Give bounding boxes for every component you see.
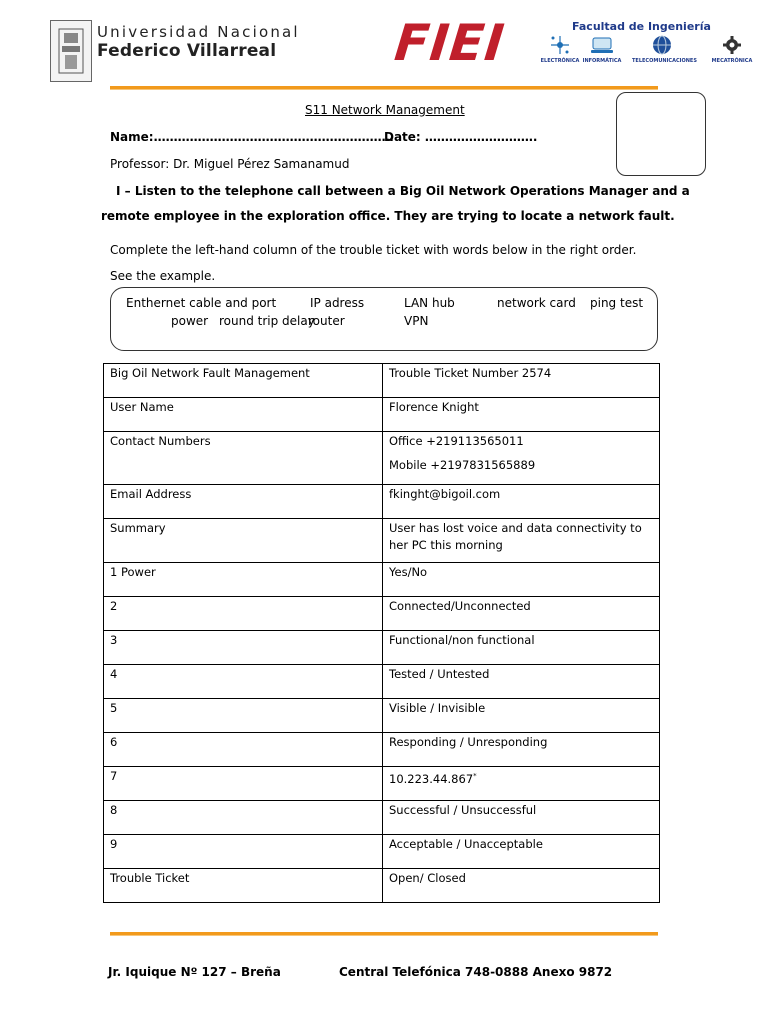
table-cell: 8 (104, 801, 383, 835)
table-row (104, 733, 660, 767)
footer-address: Jr. Iquique Nº 127 – Breña (108, 965, 281, 979)
word-bank-item: router (308, 314, 345, 328)
table-cell: Trouble Ticket Number 2574 (383, 364, 660, 398)
ip-address-cell (383, 767, 660, 801)
table-cell: Visible / Invisible (383, 699, 660, 733)
gear-icon (721, 34, 743, 56)
table-cell: User Name (104, 398, 383, 432)
photo-box (616, 92, 706, 176)
university-crest-logo (50, 20, 92, 82)
table-cell: Florence Knight (383, 398, 660, 432)
table-row (104, 398, 660, 432)
table-cell: 5 (104, 699, 383, 733)
dept-label-electronics: ELECTRÓNICA (540, 58, 580, 64)
table-row (104, 364, 660, 398)
instruction-2-line1: Complete the left-hand column of the trouble ticket with words below in the right order. (110, 243, 637, 257)
table-row (104, 835, 660, 869)
ip-address-value: 10.223.44.867 (389, 771, 474, 786)
instruction-1-line2: remote employee in the exploration office. They are trying to locate a network fault. (101, 209, 675, 223)
informatics-dept (572, 34, 632, 64)
footer-divider (110, 932, 658, 936)
table-cell: 9 (104, 835, 383, 869)
table-row (104, 631, 660, 665)
table-cell: 2 (104, 597, 383, 631)
table-cell: Email Address (104, 485, 383, 519)
word-bank-item: Enthernet cable and port (126, 296, 277, 310)
laptop-icon (589, 34, 615, 56)
mobile-number: Mobile +2197831565889 (389, 458, 536, 472)
word-bank-item: LAN hub (404, 296, 455, 310)
asterisk-mark: * (473, 772, 477, 780)
table-cell: User has lost voice and data connectivity to her PC this morning (383, 519, 660, 563)
table-cell: Open/ Closed (383, 869, 660, 903)
page-title: S11 Network Management (305, 103, 465, 117)
table-cell: Contact Numbers (104, 432, 383, 485)
table-row (104, 519, 660, 563)
table-cell: fkinght@bigoil.com (383, 485, 660, 519)
table-row (104, 432, 660, 485)
table-cell: Summary (104, 519, 383, 563)
dept-label-informatics: INFORMÁTICA (582, 58, 622, 64)
faculty-name: Facultad de Ingeniería (572, 20, 711, 33)
table-row (104, 699, 660, 733)
globe-icon (651, 34, 673, 56)
table-cell: 7 (104, 767, 383, 801)
table-row (104, 485, 660, 519)
table-row (104, 767, 660, 801)
dept-label-mechatronics: MECATRÓNICA (711, 58, 753, 64)
table-cell: Connected/Unconnected (383, 597, 660, 631)
professor-line: Professor: Dr. Miguel Pérez Samanamud (110, 157, 350, 171)
table-cell: 4 (104, 665, 383, 699)
table-cell: 3 (104, 631, 383, 665)
footer-phone: Central Telefónica 748-0888 Anexo 9872 (339, 965, 613, 979)
word-bank-item: IP adress (310, 296, 365, 310)
table-cell: Yes/No (383, 563, 660, 597)
table-cell: Acceptable / Unacceptable (383, 835, 660, 869)
university-name-line2: Federico Villarreal (97, 41, 277, 61)
university-name-line1: Universidad Nacional (97, 23, 300, 41)
telecom-dept (632, 34, 697, 64)
word-bank-item: ping test (590, 296, 644, 310)
table-cell: Responding / Unresponding (383, 733, 660, 767)
word-bank-item: VPN (404, 314, 429, 328)
table-row (104, 869, 660, 903)
office-number: Office +219113565011 (389, 434, 524, 448)
university-name (97, 24, 300, 61)
mechatronics-dept (702, 34, 762, 64)
word-bank-item: network card (497, 296, 576, 310)
fiei-logo: FIEI (391, 14, 508, 72)
dept-label-telecom: TELECOMUNICACIONES (632, 58, 697, 64)
instruction-2-line2: See the example. (110, 269, 216, 283)
table-row (104, 597, 660, 631)
word-bank-item: power (171, 314, 209, 328)
table-cell: Functional/non functional (383, 631, 660, 665)
table-cell: Successful / Unsuccessful (383, 801, 660, 835)
trouble-ticket-table (103, 363, 660, 903)
word-bank-item: round trip delay (219, 314, 315, 328)
word-bank-box (110, 287, 658, 351)
name-field-label: Name:…………………………………………………… (110, 130, 394, 144)
table-cell: Trouble Ticket (104, 869, 383, 903)
department-icons (530, 34, 760, 70)
table-cell: Tested / Untested (383, 665, 660, 699)
table-cell: 6 (104, 733, 383, 767)
table-row (104, 563, 660, 597)
contact-numbers-cell (383, 432, 660, 485)
table-row (104, 801, 660, 835)
instruction-1-line1: I – Listen to the telephone call between a Big Oil Network Operations Manager and a (116, 184, 690, 198)
date-field-label: Date: ………………………. (384, 130, 538, 144)
table-cell: 1 Power (104, 563, 383, 597)
table-row (104, 665, 660, 699)
table-cell: Big Oil Network Fault Management (104, 364, 383, 398)
circuit-icon (549, 34, 571, 56)
header-divider (110, 86, 658, 90)
